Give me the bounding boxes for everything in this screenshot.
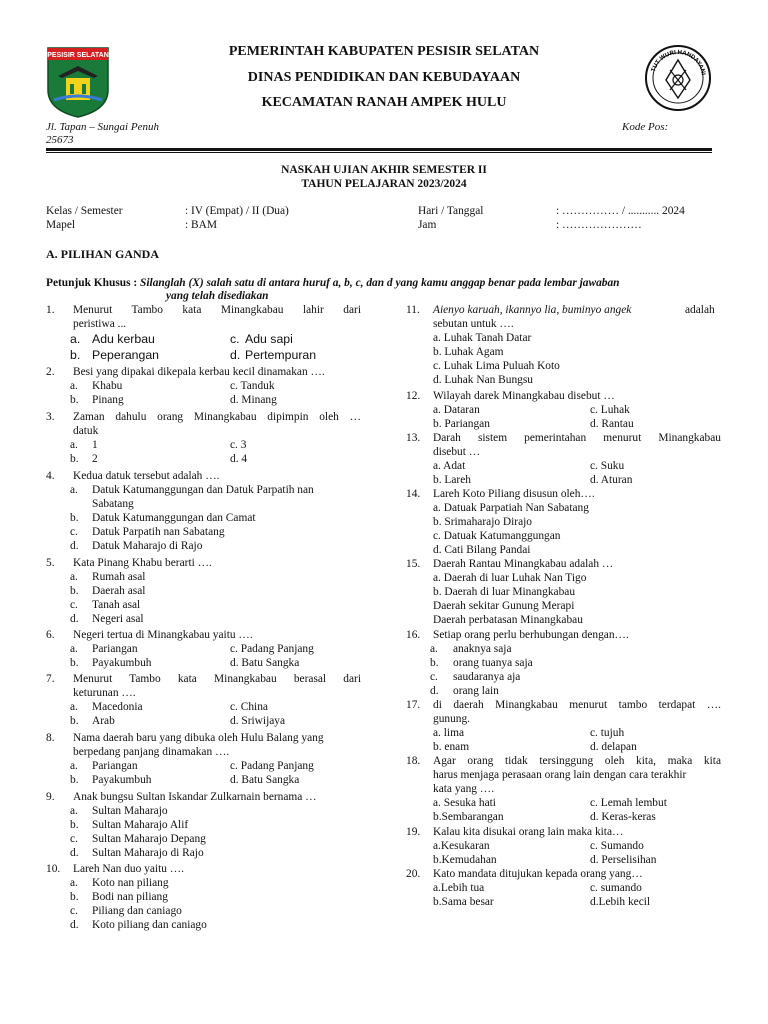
q4-option-a-cont: Sabatang — [92, 498, 134, 510]
q19-option-c[interactable]: c. Sumando — [590, 840, 644, 852]
header-rule-thin — [46, 152, 712, 153]
q20-option-a[interactable]: a.Lebih tua — [433, 882, 485, 894]
q5-number: 5. — [46, 557, 55, 569]
q14-number: 14. — [406, 488, 421, 500]
gov-title: PEMERINTAH KABUPATEN PESISIR SELATAN — [228, 44, 540, 59]
q6-option-b[interactable]: Payakumbuh — [92, 657, 152, 669]
q10-option-b[interactable]: Bodi nan piliang — [92, 891, 168, 903]
q14-option-a[interactable]: a. Datuak Parpatiah Nan Sabatang — [433, 502, 589, 514]
q6-option-a[interactable]: Pariangan — [92, 643, 138, 655]
q16-number: 16. — [406, 629, 421, 641]
q18-option-a[interactable]: a. Sesuka hati — [433, 797, 496, 809]
q4-option-d[interactable]: Datuk Maharajo di Rajo — [92, 540, 203, 552]
q8-option-a-letter: a. — [70, 760, 78, 772]
q12-text: Wilayah darek Minangkabau disebut … — [433, 390, 615, 402]
q13-option-c[interactable]: c. Suku — [590, 460, 625, 472]
q17-option-d[interactable]: d. delapan — [590, 741, 637, 753]
q3-option-b-letter: b. — [70, 453, 79, 465]
q4-number: 4. — [46, 470, 55, 482]
q4-option-a-letter: a. — [70, 484, 78, 496]
q18-text-cont2: kata yang …. — [433, 783, 495, 795]
q16-option-c[interactable]: saudaranya aja — [453, 671, 521, 683]
q3-text-cont: datuk — [73, 425, 99, 437]
q3-option-a-letter: a. — [70, 439, 78, 451]
q6-number: 6. — [46, 629, 55, 641]
q7-option-d[interactable]: d. Sriwijaya — [230, 715, 286, 727]
q10-option-a[interactable]: Koto nan piliang — [92, 877, 169, 889]
q16-option-a-letter: a. — [430, 643, 438, 655]
q4-option-d-letter: d. — [70, 540, 79, 552]
q3-number: 3. — [46, 411, 55, 423]
q18-option-b[interactable]: b.Sembarangan — [433, 811, 504, 823]
q2-number: 2. — [46, 366, 55, 378]
q8-option-b-letter: b. — [70, 774, 79, 786]
q11-option-c[interactable]: c. Luhak Lima Puluah Koto — [433, 360, 560, 372]
q7-option-c[interactable]: c. China — [230, 701, 268, 713]
q16-option-b[interactable]: orang tuanya saja — [453, 657, 533, 669]
q10-option-c-letter: c. — [70, 905, 78, 917]
q17-text-cont: gunung. — [433, 713, 471, 725]
mapel-value: : BAM — [185, 219, 217, 231]
q13-text-cont: disebut … — [433, 446, 481, 458]
q7-option-a-letter: a. — [70, 701, 78, 713]
q1-text-cont: peristiwa ... — [73, 318, 127, 330]
q9-option-c[interactable]: Sultan Maharajo Depang — [92, 833, 206, 845]
header-rule-thick — [46, 148, 712, 151]
q14-text: Lareh Koto Piliang disusun oleh…. — [433, 488, 595, 500]
exam-year: TAHUN PELAJARAN 2023/2024 — [301, 178, 467, 190]
q11-text-cont: sebutan untuk …. — [433, 318, 514, 330]
q17-text: di daerah Minangkabau menurut tambo terdapat …. — [433, 699, 721, 711]
q6-option-c[interactable]: c. Padang Panjang — [230, 643, 314, 655]
q9-option-a[interactable]: Sultan Maharajo — [92, 805, 168, 817]
q15-option-c[interactable]: Daerah sekitar Gunung Merapi — [433, 600, 575, 612]
q12-option-b[interactable]: b. Pariangan — [433, 418, 490, 430]
q3-option-d[interactable]: d. 4 — [230, 453, 248, 465]
q4-text: Kedua datuk tersebut adalah …. — [73, 470, 220, 482]
q1-option-d-letter: d. — [230, 348, 241, 362]
q9-option-d-letter: d. — [70, 847, 79, 859]
q18-text-cont: harus menjaga perasaan orang lain dengan cara terakhir — [433, 769, 687, 781]
tut-wuri-handayani-logo — [644, 44, 712, 112]
q15-option-a[interactable]: a. Daerah di luar Luhak Nan Tigo — [433, 572, 587, 584]
q5-option-d[interactable]: Negeri asal — [92, 613, 144, 625]
q10-option-d-letter: d. — [70, 919, 79, 931]
instruction-text-cont: yang telah disediakan — [166, 290, 269, 302]
hari-value: : …………… / ........... 2024 — [556, 205, 685, 217]
q13-option-d[interactable]: d. Aturan — [590, 474, 633, 486]
q20-option-c[interactable]: c. sumando — [590, 882, 642, 894]
q1-option-a-letter: a. — [70, 332, 81, 346]
q19-option-d[interactable]: d. Perselisihan — [590, 854, 657, 866]
q4-option-b[interactable]: Datuk Katumanggungan dan Camat — [92, 512, 256, 524]
q8-text-cont: berpedang panjang dinamakan …. — [73, 746, 230, 758]
q15-option-d[interactable]: Daerah perbatasan Minangkabau — [433, 614, 583, 626]
q20-option-b[interactable]: b.Sama besar — [433, 896, 494, 908]
q5-option-b-letter: b. — [70, 585, 79, 597]
q1-option-a[interactable]: Adu kerbau — [92, 332, 155, 346]
q2-option-a[interactable]: Khabu — [92, 380, 123, 392]
q9-option-b-letter: b. — [70, 819, 79, 831]
q11-option-a[interactable]: a. Luhak Tanah Datar — [433, 332, 532, 344]
q16-option-c-letter: c. — [430, 671, 438, 683]
q19-text: Kalau kita disukai orang lain maka kita… — [433, 826, 624, 838]
q18-option-c[interactable]: c. Lemah lembut — [590, 797, 667, 809]
q11-option-d[interactable]: d. Luhak Nan Bungsu — [433, 374, 533, 386]
q19-number: 19. — [406, 826, 421, 838]
q3-option-a[interactable]: 1 — [92, 439, 98, 451]
q11-number: 11. — [406, 304, 420, 316]
q13-option-a[interactable]: a. Adat — [433, 460, 466, 472]
q9-text: Anak bungsu Sultan Iskandar Zulkarnain bernama … — [73, 791, 317, 803]
q16-option-d-letter: d. — [430, 685, 439, 697]
q9-option-d[interactable]: Sultan Maharajo di Rajo — [92, 847, 204, 859]
q10-option-b-letter: b. — [70, 891, 79, 903]
q5-option-a-letter: a. — [70, 571, 78, 583]
q17-number: 17. — [406, 699, 421, 711]
q1-option-b[interactable]: Peperangan — [92, 348, 160, 362]
svg-text:PESISIR SELATAN: PESISIR SELATAN — [47, 52, 109, 59]
q10-option-a-letter: a. — [70, 877, 78, 889]
kelas-value: : IV (Empat) / II (Dua) — [185, 205, 289, 217]
q16-text: Setiap orang perlu berhubungan dengan…. — [433, 629, 629, 641]
exam-title: NASKAH UJIAN AKHIR SEMESTER II — [281, 164, 487, 176]
q18-number: 18. — [406, 755, 421, 767]
q15-number: 15. — [406, 558, 421, 570]
q13-number: 13. — [406, 432, 421, 444]
kelas-label: Kelas / Semester — [46, 205, 123, 217]
instruction-text: Silanglah (X) salah satu di antara huruf a, b, c, dan d yang kamu anggap benar pada lembar jawaban — [140, 277, 620, 289]
q9-option-a-letter: a. — [70, 805, 78, 817]
q16-option-a[interactable]: anaknya saja — [453, 643, 512, 655]
q16-option-b-letter: b. — [430, 657, 439, 669]
q6-option-a-letter: a. — [70, 643, 78, 655]
hari-label: Hari / Tanggal — [418, 205, 484, 217]
q10-option-c[interactable]: Piliang dan caniago — [92, 905, 182, 917]
q18-text: Agar orang tidak tersinggung oleh kita, maka kita — [433, 755, 721, 767]
q7-option-b-letter: b. — [70, 715, 79, 727]
svg-text:TUT WURI HANDAYANI: TUT WURI HANDAYANI — [650, 49, 706, 76]
q1-option-d[interactable]: Pertempuran — [245, 348, 317, 362]
q14-option-b[interactable]: b. Srimaharajo Dirajo — [433, 516, 533, 528]
q9-option-c-letter: c. — [70, 833, 78, 845]
q2-option-a-letter: a. — [70, 380, 78, 392]
q1-option-c[interactable]: Adu sapi — [245, 332, 293, 346]
q17-option-c[interactable]: c. tujuh — [590, 727, 625, 739]
q7-option-b[interactable]: Arab — [92, 715, 115, 727]
jam-label: Jam — [418, 219, 437, 231]
jam-value: : ………………… — [556, 219, 642, 231]
q7-option-a[interactable]: Macedonia — [92, 701, 143, 713]
q8-number: 8. — [46, 732, 55, 744]
q2-text: Besi yang dipakai dikepala kerbau kecil dinamakan …. — [73, 366, 325, 378]
postcode-label: Kode Pos: — [622, 121, 669, 133]
q16-option-d[interactable]: orang lain — [453, 685, 499, 697]
q15-text: Daerah Rantau Minangkabau adalah … — [433, 558, 614, 570]
q11-text-end: adalah — [685, 304, 715, 316]
q2-option-b[interactable]: Pinang — [92, 394, 124, 406]
q4-option-c[interactable]: Datuk Parpatih nan Sabatang — [92, 526, 225, 538]
q1-option-b-letter: b. — [70, 348, 81, 362]
q14-option-d[interactable]: d. Cati Bilang Pandai — [433, 544, 531, 556]
q17-option-b[interactable]: b. enam — [433, 741, 470, 753]
q5-option-a[interactable]: Rumah asal — [92, 571, 146, 583]
q20-text: Kato mandata ditujukan kepada orang yang… — [433, 868, 643, 880]
q18-option-d[interactable]: d. Keras-keras — [590, 811, 656, 823]
q1-text: Menurut Tambo kata Minangkabau lahir dari — [73, 304, 361, 316]
q2-option-b-letter: b. — [70, 394, 79, 406]
q8-option-c[interactable]: c. Padang Panjang — [230, 760, 314, 772]
q13-text: Darah sistem pemerintahan menurut Minangkabau — [433, 432, 721, 444]
q12-option-d[interactable]: d. Rantau — [590, 418, 634, 430]
q17-option-a[interactable]: a. lima — [433, 727, 464, 739]
q2-option-d[interactable]: d. Minang — [230, 394, 277, 406]
q9-number: 9. — [46, 791, 55, 803]
q13-option-b[interactable]: b. Lareh — [433, 474, 471, 486]
q3-text: Zaman dahulu orang Minangkabau dipimpin oleh … — [73, 411, 361, 423]
q9-option-b[interactable]: Sultan Maharajo Alif — [92, 819, 189, 831]
q14-option-c[interactable]: c. Datuak Katumanggungan — [433, 530, 561, 542]
q8-option-b[interactable]: Payakumbuh — [92, 774, 152, 786]
q19-option-b[interactable]: b.Kemudahan — [433, 854, 497, 866]
address-line1: Jl. Tapan – Sungai Penuh — [46, 121, 159, 133]
q8-option-d[interactable]: d. Batu Sangka — [230, 774, 300, 786]
q3-option-c[interactable]: c. 3 — [230, 439, 247, 451]
q10-text: Lareh Nan duo yaitu …. — [73, 863, 185, 875]
instruction — [46, 276, 722, 290]
q7-text: Menurut Tambo kata Minangkabau berasal dari — [73, 673, 361, 685]
q5-option-b[interactable]: Daerah asal — [92, 585, 146, 597]
q2-option-c[interactable]: c. Tanduk — [230, 380, 275, 392]
address-line2: 25673 — [46, 134, 74, 146]
q6-option-d[interactable]: d. Batu Sangka — [230, 657, 300, 669]
q1-number: 1. — [46, 304, 55, 316]
district-title: KECAMATAN RANAH AMPEK HULU — [261, 95, 507, 110]
mapel-label: Mapel — [46, 219, 76, 231]
q20-option-d[interactable]: d.Lebih kecil — [590, 896, 651, 908]
q6-text: Negeri tertua di Minangkabau yaitu …. — [73, 629, 253, 641]
q19-option-a[interactable]: a.Kesukaran — [433, 840, 490, 852]
q3-option-b[interactable]: 2 — [92, 453, 98, 465]
q8-text: Nama daerah baru yang dibuka oleh Hulu Balang yang — [73, 732, 324, 744]
q12-number: 12. — [406, 390, 421, 402]
q1-option-c-letter: c. — [230, 332, 240, 346]
q5-option-d-letter: d. — [70, 613, 79, 625]
dept-title: DINAS PENDIDIKAN DAN KEBUDAYAAN — [247, 70, 521, 85]
q11-text: Aienyo karuah, ikannyo lia, buminyo angek — [433, 304, 632, 316]
q4-option-b-letter: b. — [70, 512, 79, 524]
q4-option-a[interactable]: Datuk Katumanggungan dan Datuk Parpatih nan — [92, 484, 314, 496]
q15-option-b[interactable]: b. Daerah di luar Minangkabau — [433, 586, 576, 598]
q11-option-b[interactable]: b. Luhak Agam — [433, 346, 504, 358]
q12-option-a[interactable]: a. Dataran — [433, 404, 480, 416]
q5-option-c[interactable]: Tanah asal — [92, 599, 141, 611]
q12-option-c[interactable]: c. Luhak — [590, 404, 630, 416]
q20-number: 20. — [406, 868, 421, 880]
q4-option-c-letter: c. — [70, 526, 78, 538]
q7-number: 7. — [46, 673, 55, 685]
q10-number: 10. — [46, 863, 61, 875]
q5-text: Kata Pinang Khabu berarti …. — [73, 557, 212, 569]
q8-option-a[interactable]: Pariangan — [92, 760, 138, 772]
q7-text-cont: keturunan …. — [73, 687, 136, 699]
q10-option-d[interactable]: Koto piliang dan caniago — [92, 919, 207, 931]
section-title: A. PILIHAN GANDA — [46, 247, 160, 261]
q5-option-c-letter: c. — [70, 599, 78, 611]
instruction-label: Petunjuk Khusus : — [46, 277, 138, 289]
q6-option-b-letter: b. — [70, 657, 79, 669]
